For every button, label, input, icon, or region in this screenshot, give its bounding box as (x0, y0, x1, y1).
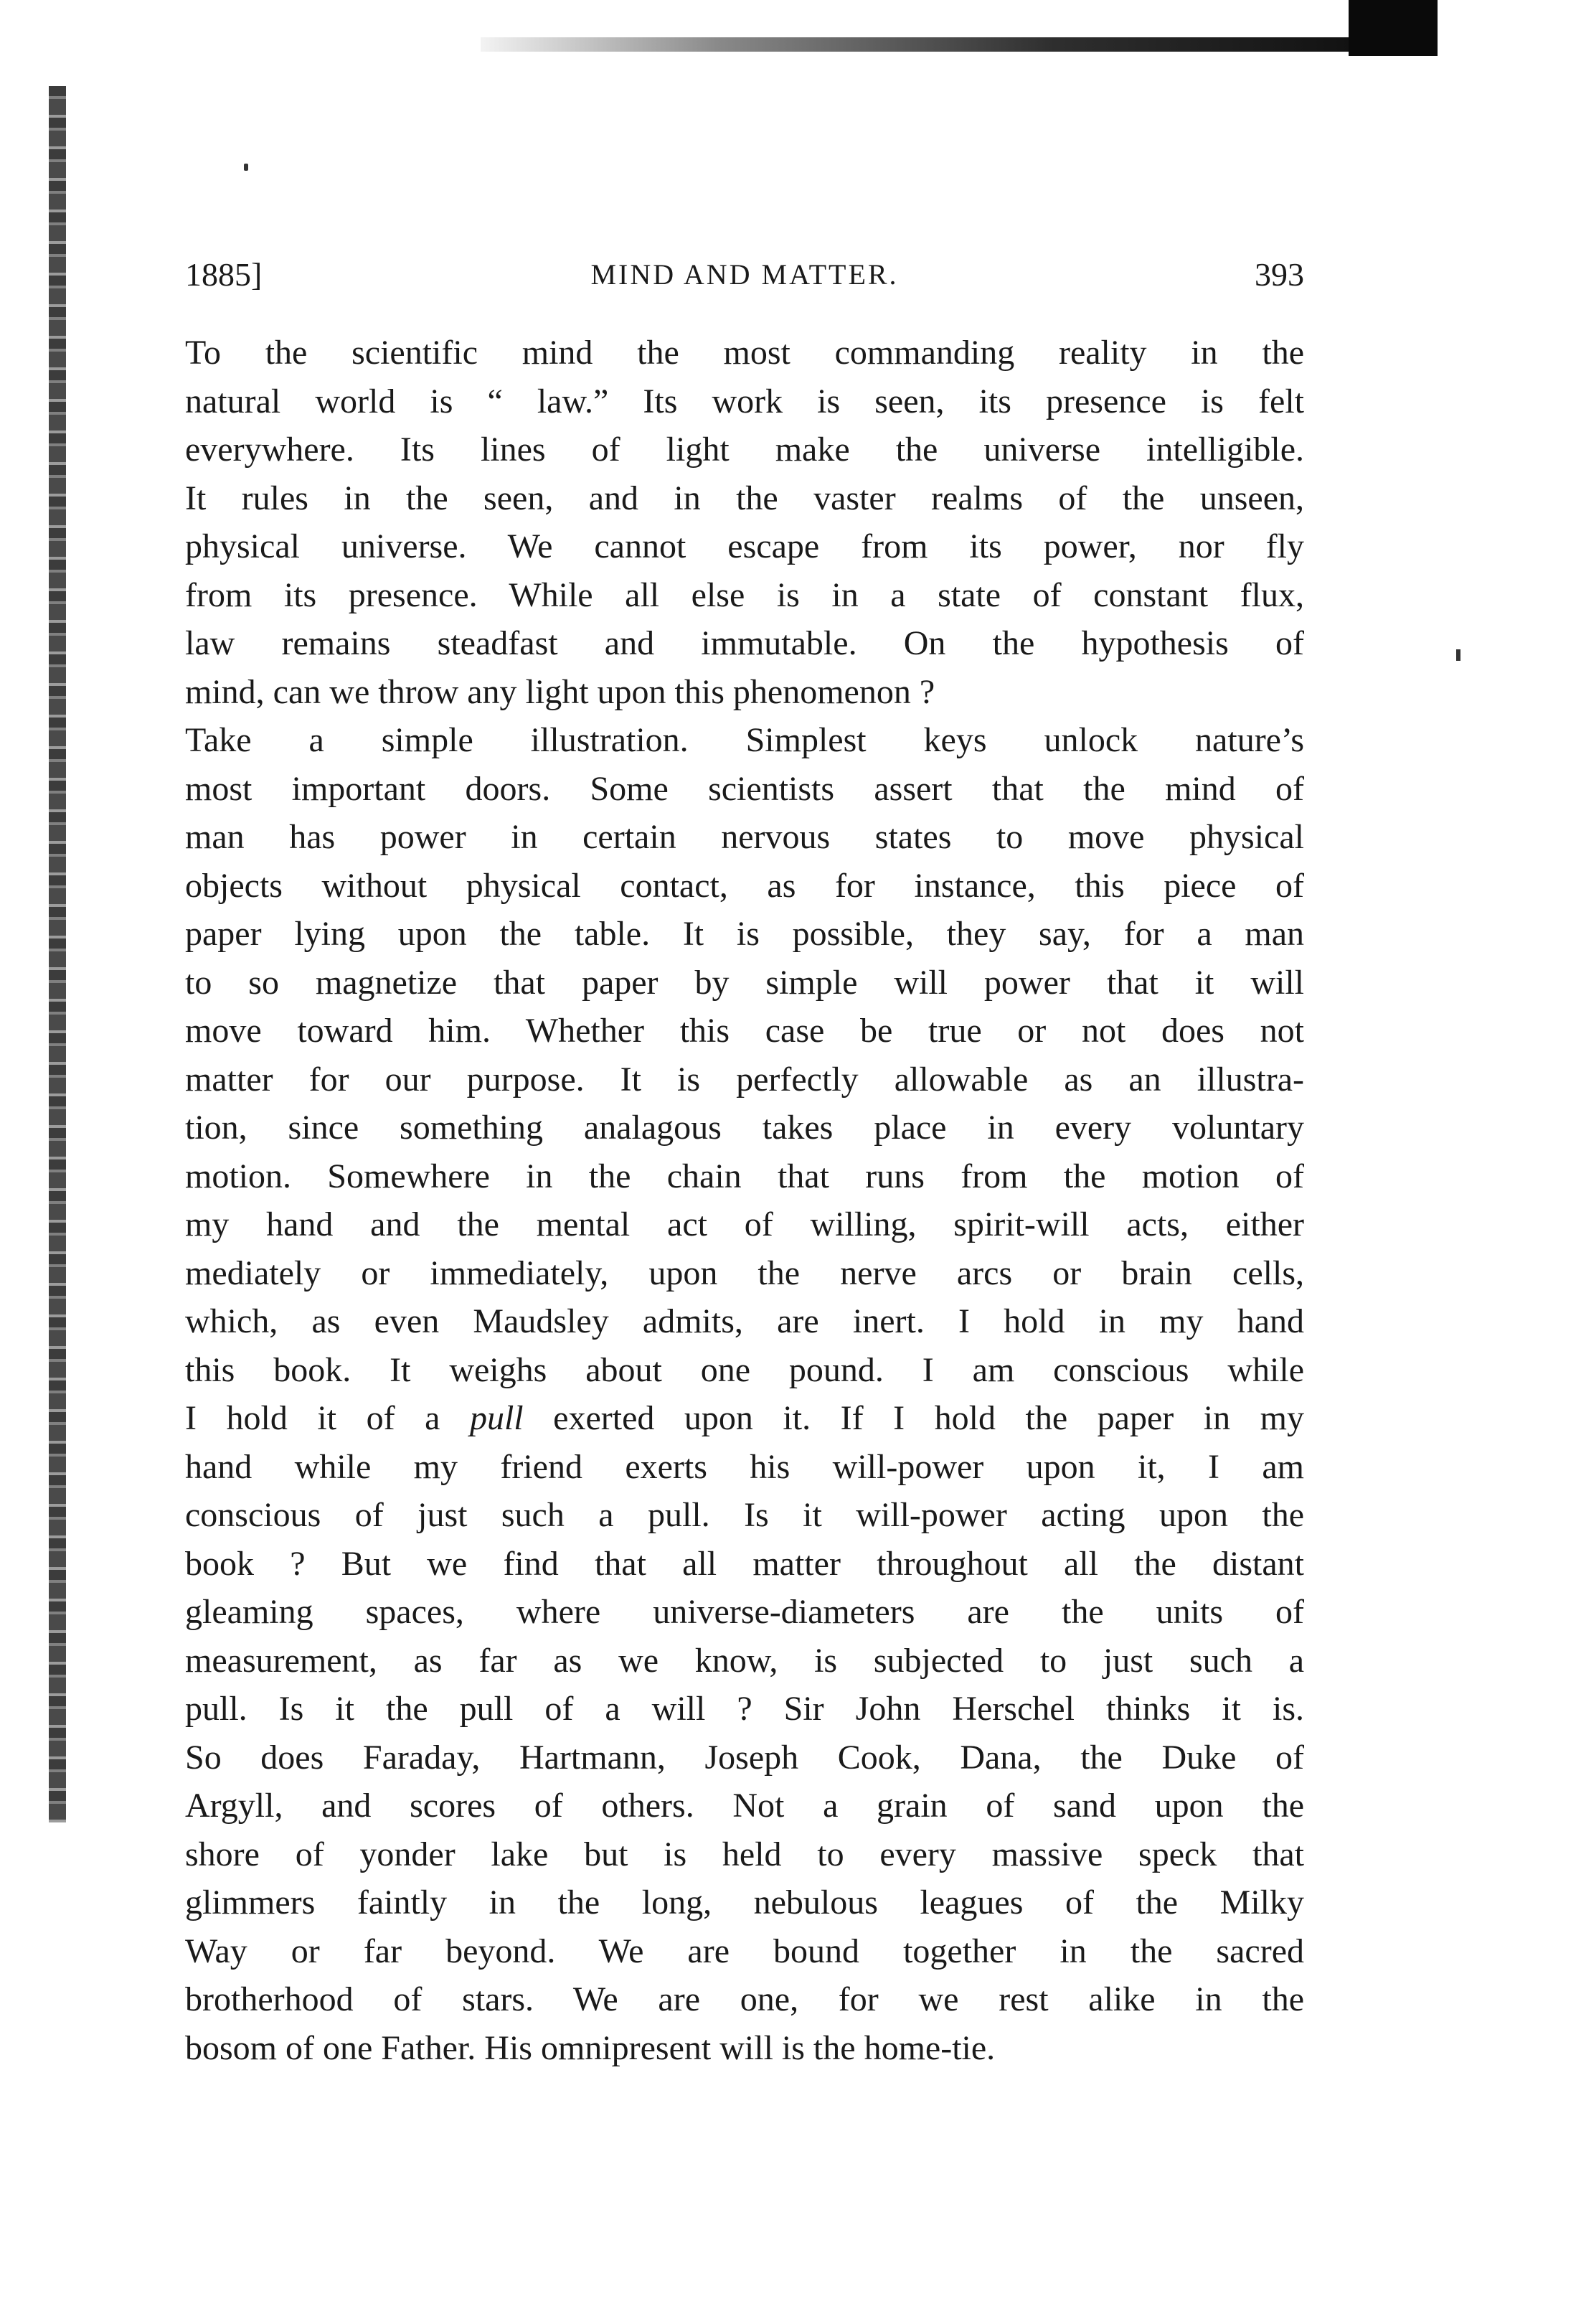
scan-binding-edge (49, 86, 66, 1822)
text-line: law remains steadfast and immutable. On the hypothesis of (185, 624, 1304, 662)
text-line: It rules in the seen, and in the vaster realms of the unseen, (185, 479, 1304, 517)
text-line: man has power in certain nervous states to move physical (185, 818, 1304, 856)
text-line: shore of yonder lake but is held to every massive speck that (185, 1835, 1304, 1873)
text-line: hand while my friend exerts his will-power upon it, I am (185, 1447, 1304, 1486)
text-line: paper lying upon the table. It is possible, they say, for a man (185, 915, 1304, 953)
paragraph-1 (185, 329, 1304, 716)
scan-margin-mark (1456, 649, 1460, 661)
text-line: mediately or immediately, upon the nerve arcs or brain cells, (185, 1253, 1304, 1292)
text-line: to so magnetize that paper by simple will power that it will (185, 963, 1304, 1002)
text-line: bosom of one Father. His omnipresent will is the home-tie. (185, 2028, 996, 2067)
text-line-with-italic (185, 1394, 1304, 1443)
scan-corner-shadow (1349, 0, 1438, 56)
paragraph-2 (185, 716, 1304, 2072)
text-line: matter for our purpose. It is perfectly allowable as an illustra- (185, 1060, 1304, 1099)
text-line: most important doors. Some scientists assert that the mind of (185, 769, 1304, 808)
text-line: tion, since something analagous takes place in every voluntary (185, 1109, 1304, 1147)
text-line: brotherhood of stars. We are one, for we rest alike in the (185, 1980, 1304, 2018)
running-head-title: MIND AND MATTER. (590, 258, 899, 291)
scan-speck (244, 164, 248, 171)
text-line: everywhere. Its lines of light make the universe intelligible. (185, 431, 1304, 469)
text-line: book ? But we find that all matter throughout all the distant (185, 1544, 1304, 1583)
text-line: So does Faraday, Hartmann, Joseph Cook, Dana, the Duke of (185, 1738, 1304, 1777)
text-line: move toward him. Whether this case be true or not does not (185, 1012, 1304, 1050)
text-line: glimmers faintly in the long, nebulous leagues of the Milky (185, 1883, 1304, 1921)
text-line: this book. It weighs about one pound. I am conscious while (185, 1350, 1304, 1389)
text-line: natural world is “ law.” Its work is seen, its presence is felt (185, 382, 1304, 420)
text-line: which, as even Maudsley admits, are inert. I hold in my hand (185, 1302, 1304, 1340)
text-line: objects without physical contact, as for instance, this piece of (185, 866, 1304, 905)
text-line: conscious of just such a pull. Is it will-power acting upon the (185, 1496, 1304, 1534)
body-text (185, 329, 1304, 2072)
text-line: Argyll, and scores of others. Not a grain of sand upon the (185, 1787, 1304, 1825)
text-line: Way or far beyond. We are bound together in the sacred (185, 1932, 1304, 1970)
italic-line-before: I hold it of a (185, 1399, 470, 1437)
text-line: my hand and the mental act of willing, spirit-will acts, either (185, 1205, 1304, 1243)
text-line: measurement, as far as we know, is subjected to just such a (185, 1641, 1304, 1680)
page-number: 393 (1255, 256, 1304, 293)
text-line: pull. Is it the pull of a will ? Sir John Herschel thinks it is. (185, 1690, 1304, 1728)
running-head (185, 250, 1304, 300)
text-line: Take a simple illustration. Simplest keys unlock nature’s (185, 721, 1304, 759)
italic-line-after: exerted upon it. If I hold the paper in my (523, 1399, 1304, 1437)
running-head-year: 1885] (185, 256, 263, 293)
text-line: mind, can we throw any light upon this phenomenon ? (185, 672, 935, 711)
text-line: physical universe. We cannot escape from its power, nor fly (185, 527, 1304, 565)
scan-edge-shadow (481, 37, 1435, 52)
text-line: motion. Somewhere in the chain that runs from the motion of (185, 1157, 1304, 1195)
text-line: from its presence. While all else is in a state of constant flux, (185, 575, 1304, 614)
italic-word: pull (469, 1399, 524, 1437)
text-line: To the scientific mind the most commanding reality in the (185, 334, 1304, 372)
text-line: gleaming spaces, where universe-diameters are the units of (185, 1593, 1304, 1631)
